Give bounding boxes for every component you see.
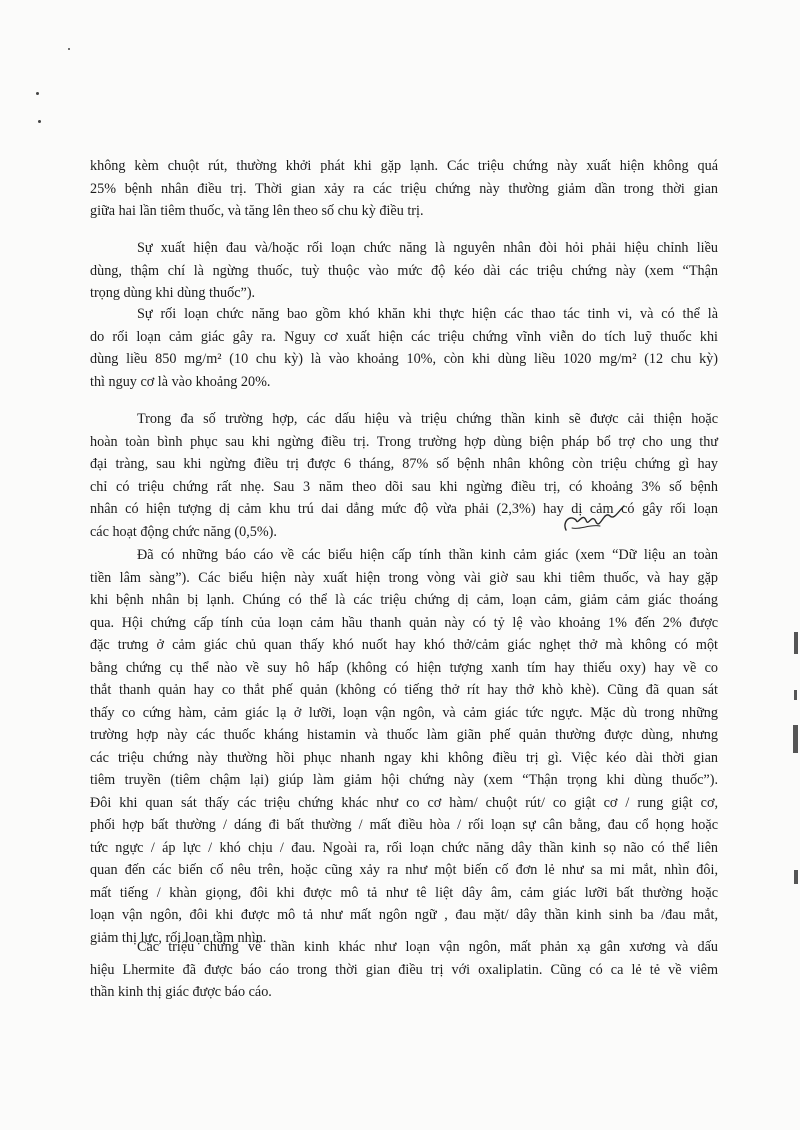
text-line: tức ngực / áp lực / khó chịu / đau. Ngoài ra, rối loạn chức năng dây thần kinh sọ não có thể liên — [90, 839, 718, 856]
handwritten-initials — [560, 500, 630, 540]
text-line: thấy co cứng hàm, cảm giác lạ ở lưỡi, loạn vận ngôn, và cảm giác tức ngực. Mặc dù trong những — [90, 704, 718, 721]
scan-edge-mark — [794, 690, 797, 700]
text-line: loạn vận ngôn, đôi khi được mô tả như mất ngôn ngữ , đau mặt/ dây thần kinh sinh ba /đau mắt, — [90, 907, 718, 923]
text-line: các triệu chứng này thường hồi phục nhanh ngay khi không điều trị gì. Việc kéo dài thời gian — [90, 749, 718, 766]
scan-edge-mark — [794, 870, 798, 884]
scan-edge-mark — [794, 632, 798, 654]
text-line: giữa hai lần tiêm thuốc, và tăng lên theo số chu kỳ điều trị. — [90, 203, 424, 219]
text-line: phối hợp bất thường / dáng đi bất thường / mất điều hòa / rối loạn sự cân bằng, đau cổ họng hoặc — [90, 817, 718, 833]
text-line: thắt thanh quản hay co thắt phế quản (không có tiếng thở rít hay thở khò khè). Cũng đã quan sát — [90, 682, 718, 698]
paragraph-2 — [90, 237, 718, 305]
scan-speck — [68, 48, 70, 50]
text-line: khi bệnh nhân bị lạnh. Chúng có thể là các triệu chứng dị cảm, loạn cảm, giảm cảm giác thoáng — [90, 592, 718, 608]
text-line: do rối loạn cảm giác gây ra. Nguy cơ xuất hiện các triệu chứng vĩnh viễn do tích luỹ thuốc khi — [90, 328, 718, 345]
text-line: tiền lâm sàng”). Các biểu hiện này xuất hiện trong vòng vài giờ sau khi tiêm thuốc, và hay gặp — [90, 569, 718, 586]
text-line: đại tràng, sau khi ngừng điều trị được 6 tháng, 87% số bệnh nhân không còn triệu chứng gì hay — [90, 456, 718, 472]
text-line: qua. Hội chứng cấp tính của loạn cảm hầu thanh quản này có tỷ lệ vào khoảng 1% đến 2% được — [90, 614, 718, 631]
text-line: 25% bệnh nhân điều trị. Thời gian xảy ra các triệu chứng này thường giảm dần trong thời gian — [90, 180, 718, 197]
paragraph-1 — [90, 155, 718, 223]
text-line: dùng, thậm chí là ngừng thuốc, tuỳ thuộc vào mức độ kéo dài các triệu chứng này (xem “Thận — [90, 262, 718, 279]
paragraph-3 — [90, 303, 718, 393]
text-line: thần kinh thị giác được báo cáo. — [90, 984, 272, 1000]
text-line: giảm thị lực, rối loạn tầm nhìn. — [90, 929, 267, 946]
text-line: tiêm truyền (tiêm chậm lại) giúp làm giảm hội chứng này (xem “Thận trọng khi dùng thuốc”). — [90, 772, 718, 788]
text-line: Các triệu chứng về thần kinh khác như loạn vận ngôn, mất phản xạ gân xương và dấu — [137, 939, 718, 955]
text-line: hiệu Lhermite đã được báo cáo trong thời gian điều trị với oxaliplatin. Cũng có ca lẻ tẻ về viêm — [90, 961, 718, 978]
text-line: Trong đa số trường hợp, các dấu hiệu và triệu chứng thần kinh sẽ được cải thiện hoặc — [137, 411, 718, 427]
text-line: hoàn toàn bình phục sau khi ngừng điều trị. Trong trường hợp dùng biện pháp bổ trợ cho ung thư — [90, 433, 718, 450]
text-line: Đã có những báo cáo về các biểu hiện cấp tính thần kinh cảm giác (xem “Dữ liệu an toàn — [137, 547, 718, 563]
text-line: các hoạt động chức năng (0,5%). — [90, 523, 277, 540]
text-line: bằng chứng cụ thể nào về suy hô hấp (không có hiện tượng xanh tím hay thiếu oxy) hay về co — [90, 659, 718, 676]
scan-speck — [38, 120, 41, 123]
scan-speck — [36, 92, 39, 95]
text-line: thì nguy cơ là vào khoảng 20%. — [90, 373, 271, 390]
text-line: quan đến các biến cố nêu trên, hoặc cũng xảy ra như một biến cố đơn lẻ như sa mi mắt, nhìn đôi, — [90, 862, 718, 878]
text-line: đặc trưng ở cảm giác chủ quan thấy khó nuốt hay khó thở/cảm giác nghẹt thở mà không có một — [90, 637, 718, 653]
text-line: trọng dùng khi dùng thuốc”). — [90, 285, 256, 301]
text-line: Sự rối loạn chức năng bao gồm khó khăn khi thực hiện các thao tác tinh vi, và có thể là — [137, 306, 718, 322]
text-line: không kèm chuột rút, thường khởi phát khi gặp lạnh. Các triệu chứng này xuất hiện không quá — [90, 158, 718, 174]
text-line: trường hợp này các thuốc kháng histamin và thuốc làm giãn phế quản thường được dùng, nhưng — [90, 727, 718, 743]
text-line: dùng liều 850 mg/m² (10 chu kỳ) là vào khoảng 10%, còn khi dùng liều 1020 mg/m² (12 chu kỳ) — [90, 351, 718, 367]
text-line: Đôi khi quan sát thấy các triệu chứng khác như co cơ hàm/ chuột rút/ co giật cơ / rung giật cơ, — [90, 794, 718, 811]
paragraph-6 — [90, 936, 718, 1004]
text-line: chỉ có triệu chứng rất nhẹ. Sau 3 năm theo dõi sau khi ngừng điều trị, có khoảng 3% số bệnh — [90, 478, 718, 495]
text-line: nhân có hiện tượng dị cảm khu trú dai dẳng mức độ vừa phải (2,3%) hay dị cảm có gây rối loạn — [90, 501, 718, 517]
paragraph-5 — [90, 544, 718, 949]
text-line: Sự xuất hiện đau và/hoặc rối loạn chức năng là nguyên nhân đòi hỏi phải hiệu chỉnh liều — [137, 240, 718, 256]
scan-edge-mark — [793, 725, 798, 753]
text-line: mất tiếng / khàn giọng, đôi khi được mô tả như tê liệt dây âm, cảm giác lưỡi bất thường hoặc — [90, 884, 718, 901]
